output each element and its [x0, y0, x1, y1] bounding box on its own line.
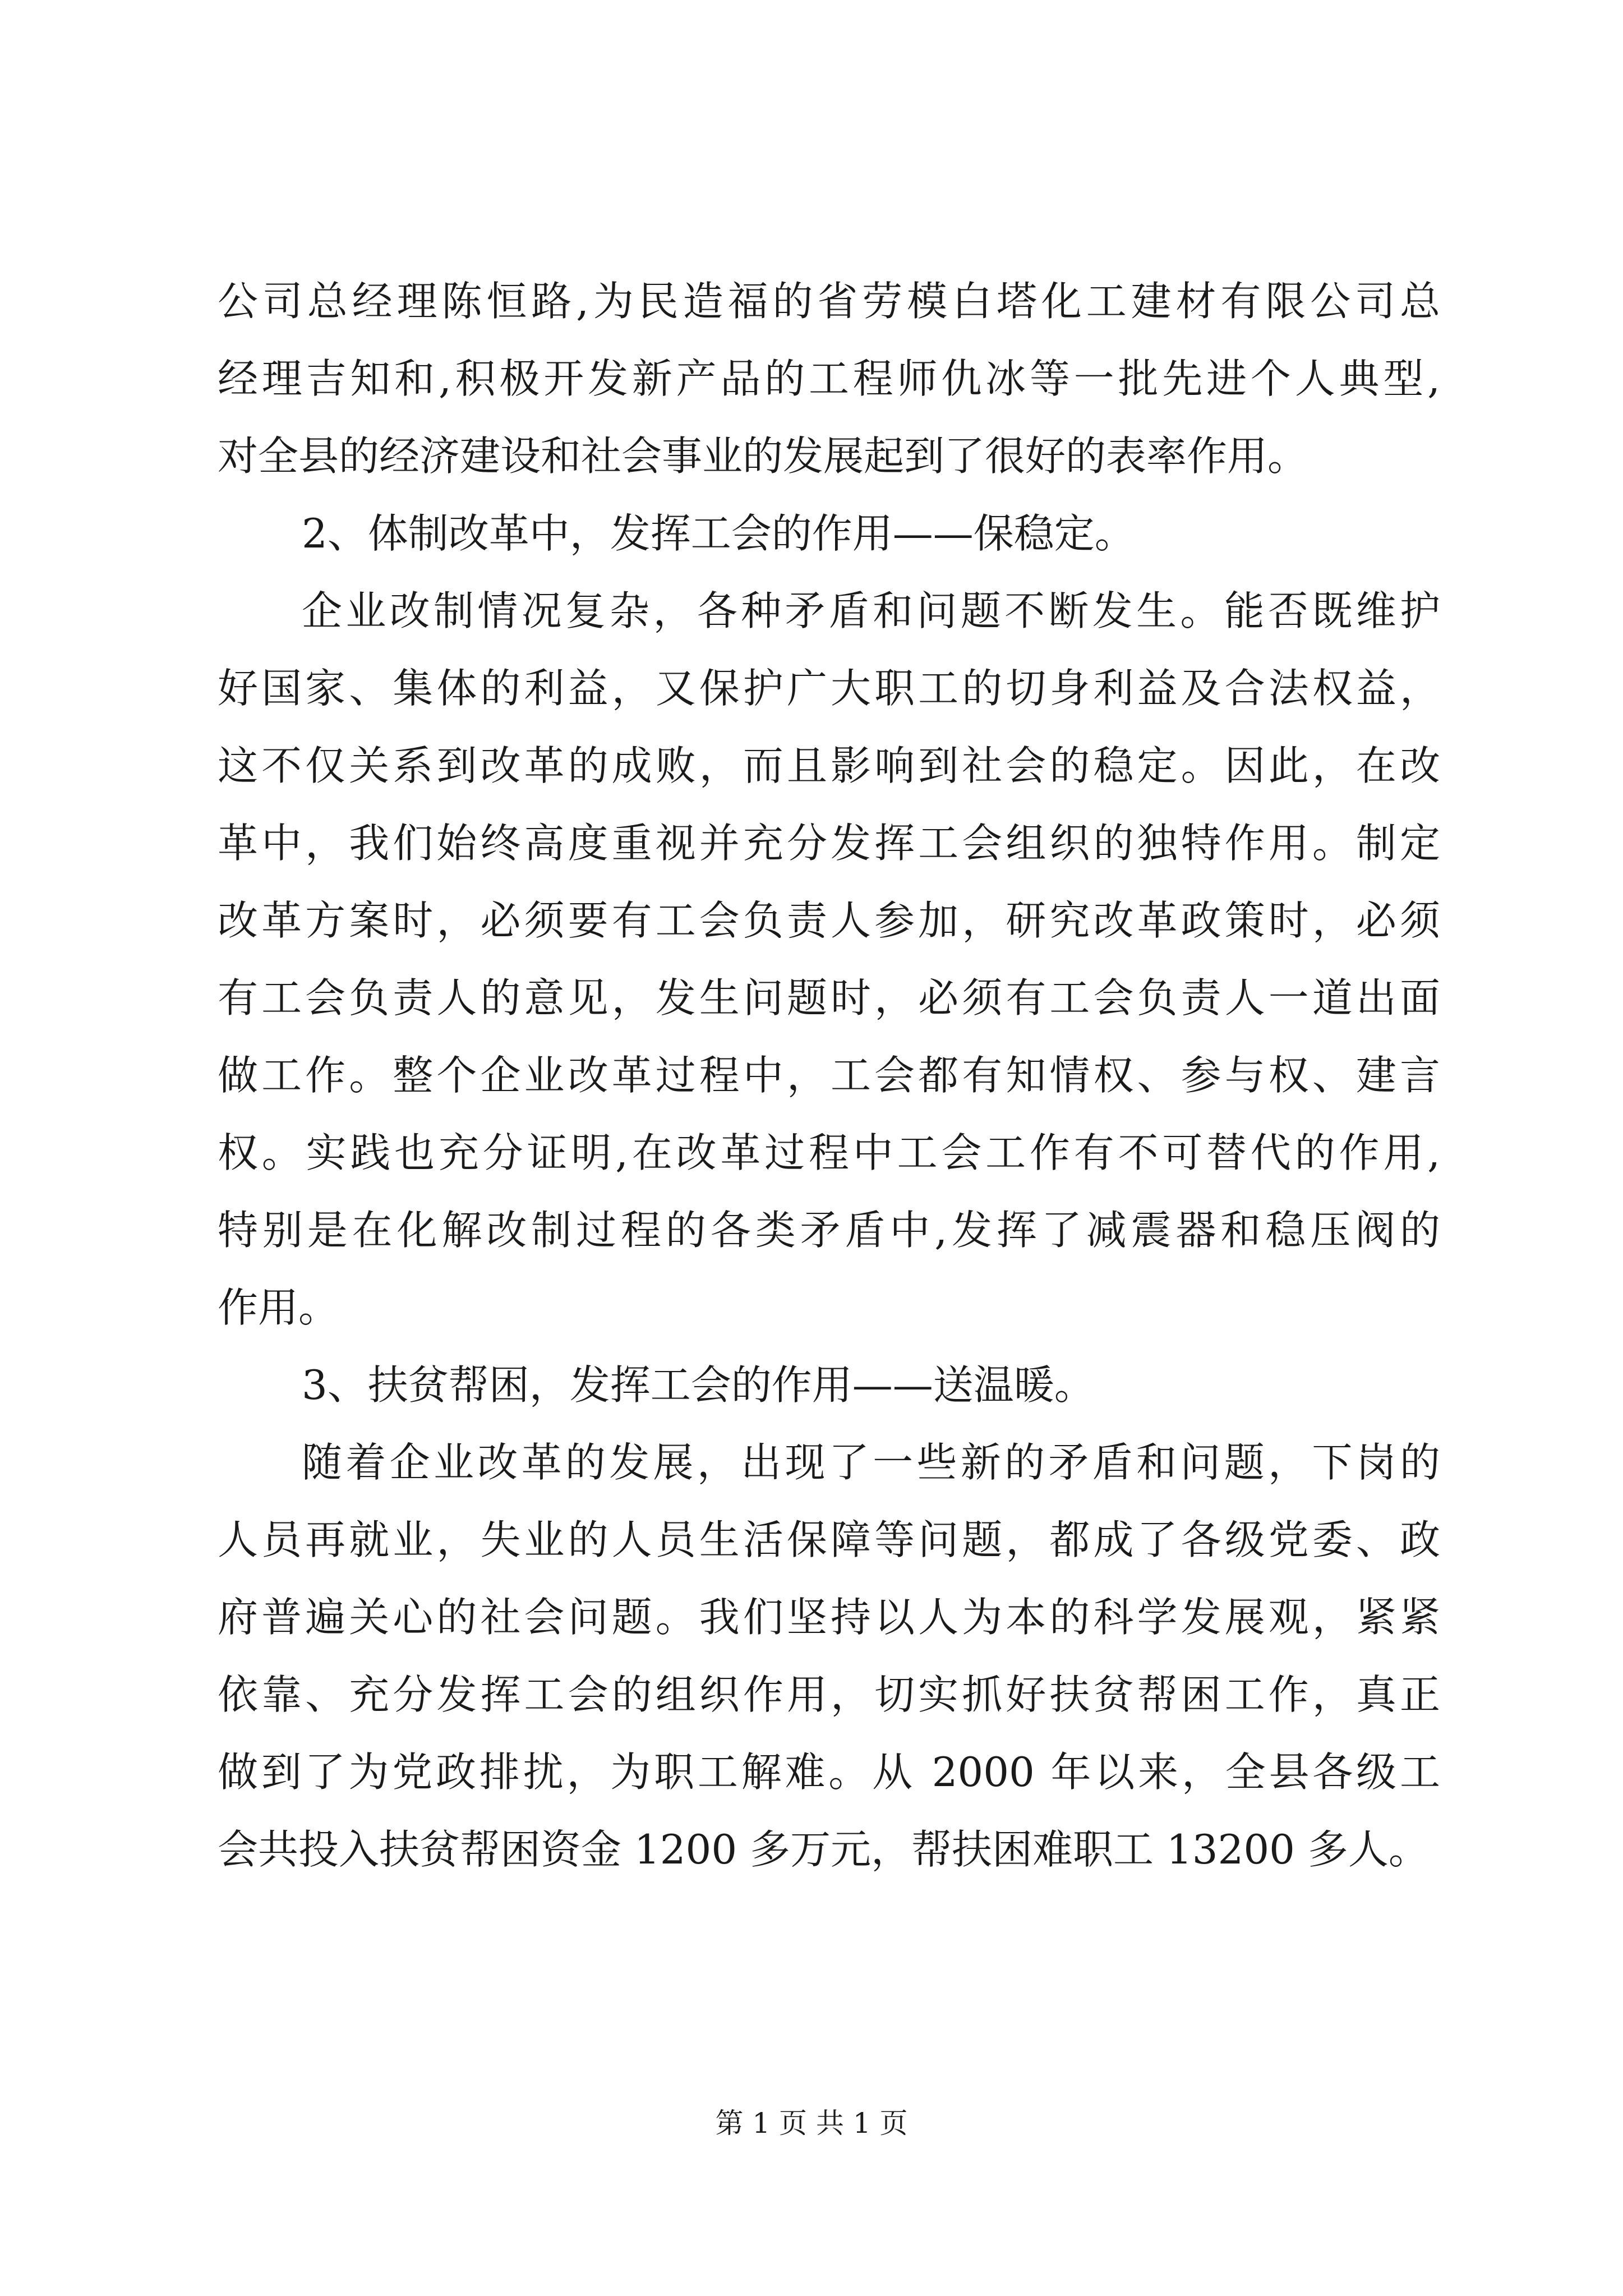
text-line: 对全县的经济建设和社会事业的发展起到了很好的表率作用。: [218, 432, 1308, 480]
text-line: 革中，我们始终高度重视并充分发挥工会组织的独特作用。制定: [218, 820, 1440, 867]
text-line: 好国家、集体的利益，又保护广大职工的切身利益及合法权益，: [218, 665, 1440, 712]
text-line: 特别是在化解改制过程的各类矛盾中,发挥了减震器和稳压阀的: [218, 1207, 1440, 1254]
text-line: 做工作。整个企业改革过程中，工会都有知情权、参与权、建言: [218, 1052, 1440, 1099]
text-line: 依靠、充分发挥工会的组织作用，切实抓好扶贫帮困工作，真正: [218, 1671, 1440, 1718]
text-line: 会共投入扶贫帮困资金 1200 多万元，帮扶困难职工 13200 多人。: [218, 1826, 1429, 1873]
text-line: 这不仅关系到改革的成败，而且影响到社会的稳定。因此，在改: [218, 742, 1440, 789]
text-line: 权。实践也充分证明,在改革过程中工会工作有不可替代的作用,: [218, 1129, 1440, 1176]
page-footer: 第 1 页 共 1 页: [715, 2107, 908, 2139]
text-line: 随着企业改革的发展，出现了一些新的矛盾和问题，下岗的: [302, 1439, 1440, 1486]
document-body: [218, 263, 1440, 1888]
text-line: 有工会负责人的意见，发生问题时，必须有工会负责人一道出面: [218, 974, 1440, 1022]
text-line: 2、体制改革中，发挥工会的作用——保稳定。: [302, 510, 1135, 557]
text-line: 企业改制情况复杂，各种矛盾和问题不断发生。能否既维护: [302, 587, 1440, 634]
text-line: 3、扶贫帮困，发挥工会的作用——送温暖。: [302, 1361, 1095, 1409]
text-line: 公司总经理陈恒路,为民造福的省劳模白塔化工建材有限公司总: [218, 278, 1440, 325]
text-line: 作用。: [218, 1284, 339, 1331]
text-line: 人员再就业，失业的人员生活保障等问题，都成了各级党委、政: [218, 1516, 1440, 1563]
text-line: 府普遍关心的社会问题。我们坚持以人为本的科学发展观，紧紧: [218, 1594, 1440, 1641]
text-line: 做到了为党政排扰，为职工解难。从 2000 年以来，全县各级工: [218, 1749, 1440, 1796]
text-line: 经理吉知和,积极开发新产品的工程师仇冰等一批先进个人典型,: [218, 355, 1440, 402]
text-line: 改革方案时，必须要有工会负责人参加，研究改革政策时，必须: [218, 897, 1440, 944]
